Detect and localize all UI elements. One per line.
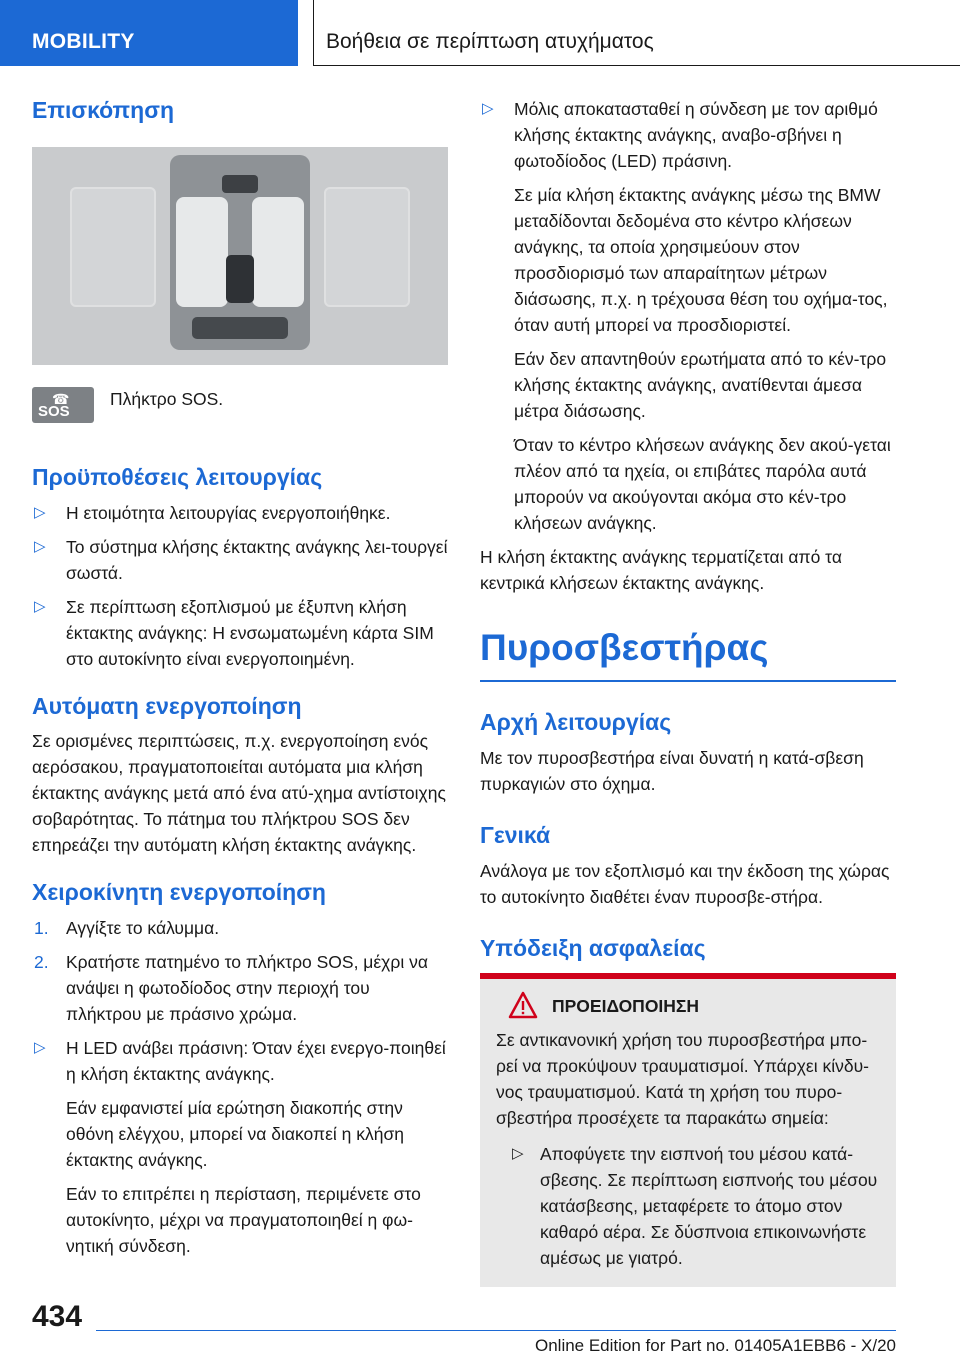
- emergency-data-text: Σε μία κλήση έκτακτης ανάγκης μέσω της BMW μεταδίδονται δεδομένα στο κέντρο κλήσεων ανάγκης, τα οποία χρησιμεύουν στον προσδιορισμό των απαραίτητων μέτρων διάσωσης, π.χ. η τρέχουσα θέση του οχήμα‐τος, όταν αυτή μπορεί να προσδιοριστεί.: [514, 185, 888, 335]
- sos-button-block: [226, 255, 254, 303]
- triangle-right-icon: ▷: [34, 503, 46, 521]
- step-text: Αγγίξτε το κάλυμμα.: [66, 918, 220, 938]
- led-sub-text-2: Εάν το επιτρέπει η περίσταση, περιμένετε στο αυτοκίνητο, μέχρι να πραγματοποιηθεί η φω‐νητική σύνδεση.: [66, 1184, 421, 1256]
- principle-heading: Αρχή λειτουργίας: [480, 709, 672, 736]
- roof-panel-right: [324, 187, 410, 307]
- general-heading: Γενικά: [480, 822, 551, 849]
- general-text: Ανάλογα με τον εξοπλισμό και την έκδοση της χώρας το αυτοκίνητο διαθέτει έναν πυροσβε‐στήρα.: [480, 860, 890, 907]
- prereq-item-text: Το σύστημα κλήσης έκτακτης ανάγκης λει‐τουργεί σωστά.: [66, 536, 448, 583]
- safety-heading: Υπόδειξη ασφαλείας: [480, 934, 706, 961]
- warning-item-text: Αποφύγετε την εισπνοή του μέσου κατά‐σβεσης. Σε περίπτωση εισπνοής του μέσου κατάσβεσης, μεταφέρετε το άτομο στον καθαρό αέρα. Σε δύσπνοια επικοινωνήστε αμέσως με γιατρό.: [540, 1143, 878, 1268]
- reading-lamp-left: [176, 197, 228, 307]
- page-number: 434: [32, 1300, 83, 1333]
- warning-text: Σε αντικανονική χρήση του πυροσβεστήρα μπο‐ρεί να προκύψουν τραυματισμοί. Υπάρχει κίνδυ‐νος τραυματισμού. Κατά τη χρήση του πυρο‐σβεστήρα προσέχετε τα παρακάτω σημεία:: [496, 1029, 870, 1128]
- step-item: [32, 915, 448, 941]
- manual-activation-heading: Χειροκίνητη ενεργοποίηση: [32, 879, 326, 906]
- call-end-text: Η κλήση έκτακτης ανάγκης τερματίζεται από τα κεντρικά κλήσεων έκτακτης ανάγκης.: [480, 547, 842, 593]
- header-divider: [313, 0, 314, 66]
- sos-phone-icon: [32, 387, 94, 423]
- overview-heading: Επισκόπηση: [32, 97, 174, 123]
- triangle-right-icon: ▷: [34, 537, 46, 555]
- step-text: Κρατήστε πατημένο το πλήκτρο SOS, μέχρι να ανάψει η φωτοδίοδος στην περιοχή του πλήκτρου με πράσινο χρώμα.: [66, 952, 428, 1024]
- prereq-item-text: Η ετοιμότητα λειτουργίας ενεργοποιήθηκε.: [66, 502, 391, 523]
- list-item: [480, 96, 896, 174]
- sos-caption: Πλήκτρο SOS.: [110, 388, 224, 409]
- connected-item-text: Μόλις αποκατασταθεί η σύνδεση με τον αριθμό κλήσης έκτακτης ανάγκης, αναβο‐σβήνει η φωτοδίοδος (LED) πράσινη.: [514, 99, 878, 171]
- triangle-right-icon: ▷: [34, 1039, 46, 1056]
- list-item: [32, 594, 448, 672]
- list-item: [32, 534, 448, 586]
- list-item: [496, 1141, 880, 1271]
- extinguisher-heading: Πυροσβεστήρας: [480, 626, 896, 682]
- warning-bar: [480, 973, 896, 979]
- chapter-title: Βοήθεια σε περίπτωση ατυχήματος: [326, 30, 654, 53]
- triangle-right-icon: ▷: [482, 100, 494, 117]
- list-item: [32, 500, 448, 526]
- section-tab: MOBILITY: [0, 0, 298, 66]
- principle-text: Με τον πυροσβεστήρα είναι δυνατή η κατά‐σβεση πυρκαγιών στο όχημα.: [480, 748, 864, 795]
- step-number: 2.: [34, 952, 49, 972]
- prereq-heading: Προϋποθέσεις λειτουργίας: [32, 463, 323, 490]
- led-sub-text-1: Εάν εμφανιστεί μία ερώτηση διακοπής στην οθόνη ελέγχου, μπορεί να διακοπεί η κλήση έκτακτης ανάγκης.: [66, 1098, 405, 1170]
- triangle-right-icon: ▷: [512, 1144, 524, 1162]
- step-number: 1.: [34, 918, 49, 938]
- warning-triangle-icon: [508, 991, 538, 1019]
- list-item: [32, 1035, 448, 1087]
- console-top-button: [222, 175, 258, 193]
- no-answer-text: Εάν δεν απαντηθούν ερωτήματα από το κέν‐τρο κλήσης έκτακτης ανάγκης, ανατίθενται άμεσα μέτρα διάσωσης.: [514, 349, 887, 421]
- led-item-text: Η LED ανάβει πράσινη: Όταν έχει ενεργο‐ποιηθεί η κλήση έκτακτης ανάγκης.: [66, 1038, 446, 1084]
- reading-lamp-right: [252, 197, 304, 307]
- footer-rule: [96, 1330, 896, 1331]
- page-header: [0, 0, 960, 66]
- header-rule: [313, 65, 960, 66]
- auto-activation-heading: Αυτόματη ενεργοποίηση: [32, 692, 302, 719]
- prereq-item-text: Σε περίπτωση εξοπλισμού με έξυπνη κλήση έκτακτης ανάγκης: Η ενσωματωμένη κάρτα SIM στο αυτοκίνητο είναι ενεργοποιημένη.: [66, 596, 434, 669]
- right-column: [480, 96, 896, 1287]
- step-item: [32, 949, 448, 1027]
- sos-icon-text: SOS: [38, 402, 70, 420]
- phone-icon: ☎: [52, 390, 70, 407]
- roof-panel-left: [70, 187, 156, 307]
- warning-box: [480, 973, 896, 1287]
- roof-console-photo: [32, 147, 448, 365]
- speaker-text: Όταν το κέντρο κλήσεων ανάγκης δεν ακού‐γεται πλέον από τα ηχεία, οι επιβάτες παρόλα αυτά μπορούν να ακούγονται ακόμα στο κέν‐τρο κλήσεων ανάγκης.: [514, 435, 891, 533]
- triangle-right-icon: ▷: [34, 597, 46, 615]
- left-column: [32, 96, 448, 1267]
- warning-title-text: ΠΡΟΕΙΔΟΠΟΙΗΣΗ: [552, 995, 700, 1016]
- sos-key-row: [32, 389, 448, 435]
- console-bottom-bar: [192, 317, 288, 339]
- edition-text: Online Edition for Part no. 01405A1EBB6 - X/20: [534, 1336, 896, 1355]
- warning-title: [496, 993, 880, 1019]
- auto-activation-text: Σε ορισμένες περιπτώσεις, π.χ. ενεργοποίηση ενός αερόσακου, πραγματοποιείται αυτόματα μια κλήση έκτακτης ανάγκης μετά από ένα ατύ‐χημα αντίστοιχης σοβαρότητας. Το πάτημα του πλήκτρου SOS δεν επηρεάζει την αυτόματη κλήση έκτακτης ανάγκης.: [32, 731, 446, 856]
